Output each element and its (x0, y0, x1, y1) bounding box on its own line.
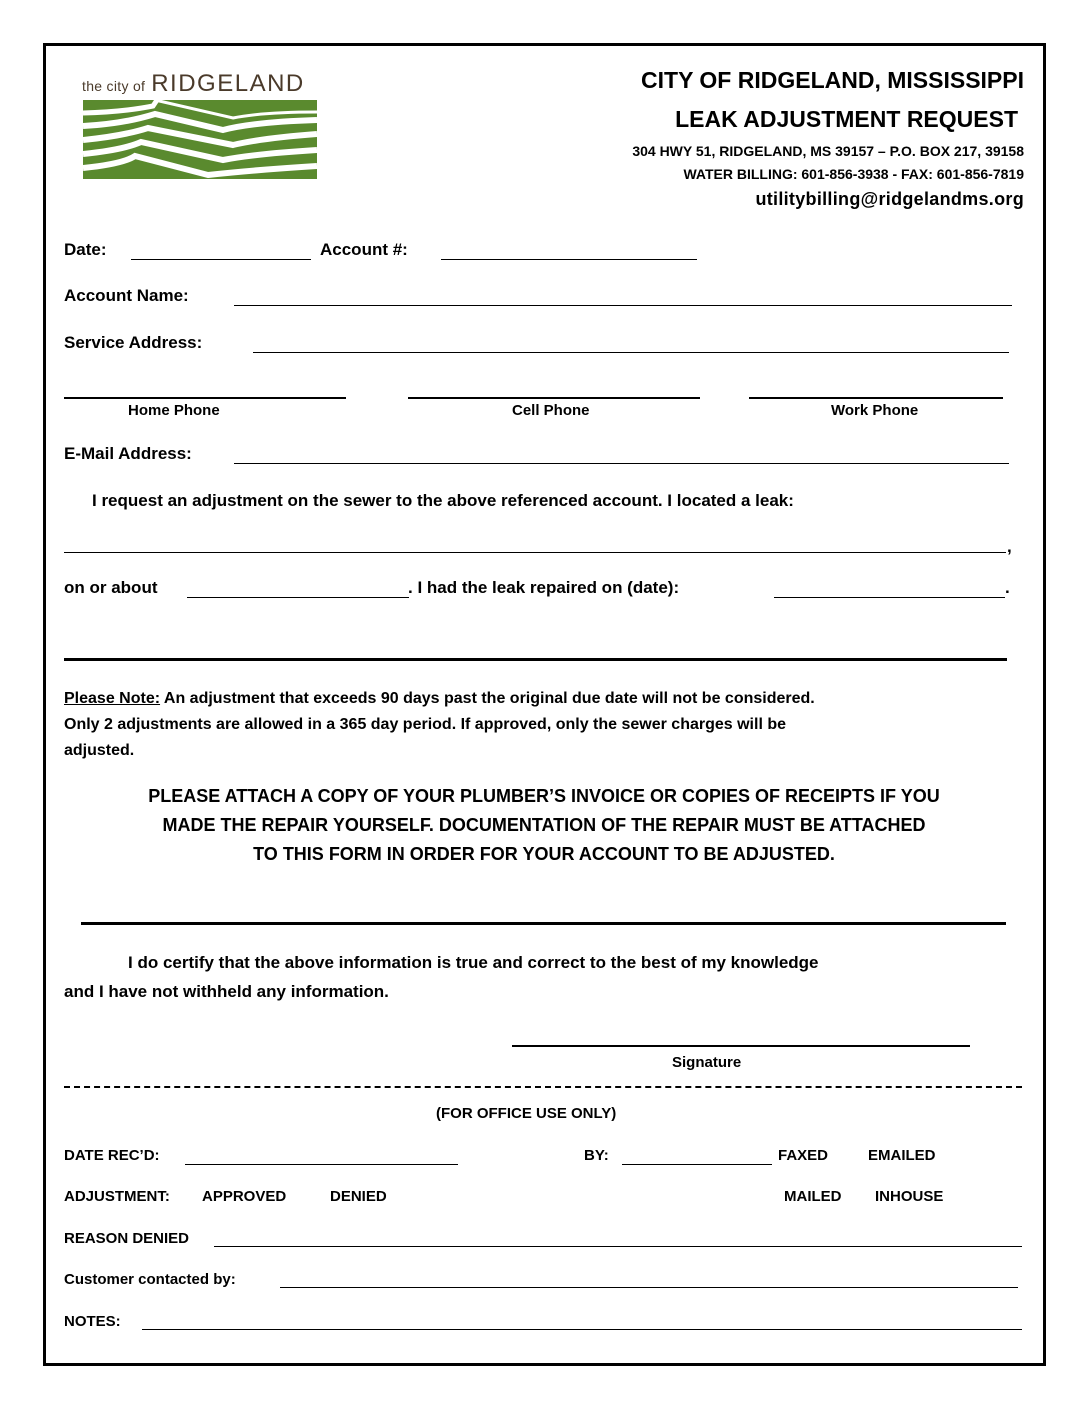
billing-email: utilitybilling@ridgelandms.org (755, 189, 1024, 209)
certify-line-2: and I have not withheld any information. (64, 982, 389, 1001)
leak-date-field[interactable] (187, 597, 409, 598)
ridgeland-logo-icon (83, 100, 317, 179)
service-address-field[interactable] (253, 352, 1009, 353)
city-address: 304 HWY 51, RIDGELAND, MS 39157 – P.O. BOX 217, 39158 (632, 143, 1024, 159)
by-field[interactable] (622, 1164, 772, 1165)
work-phone-field[interactable] (749, 397, 1003, 399)
repair-date-field[interactable] (774, 597, 1005, 598)
repaired-text: . I had the leak repaired on (date): (408, 578, 680, 597)
divider-1 (64, 658, 1007, 661)
account-name-field[interactable] (234, 305, 1012, 306)
logo-name: RIDGELAND (151, 70, 305, 97)
adjustment-label: ADJUSTMENT: (64, 1188, 170, 1205)
emailed-option[interactable]: EMAILED (868, 1147, 936, 1164)
divider-2 (81, 922, 1006, 925)
note-line-1 (64, 686, 815, 712)
date-recd-field[interactable] (185, 1164, 458, 1165)
period: . (1005, 578, 1010, 597)
certify-line-1: I do certify that the above information is true and correct to the best of my knowledge (128, 953, 819, 972)
customer-contacted-label: Customer contacted by: (64, 1271, 236, 1288)
comma: , (1007, 537, 1012, 556)
note-label: Please Note: (64, 690, 161, 707)
leak-location-field[interactable] (64, 552, 1006, 553)
denied-option[interactable]: DENIED (330, 1188, 387, 1205)
work-phone-label: Work Phone (831, 402, 919, 419)
signature-field[interactable] (512, 1045, 970, 1047)
cell-phone-label: Cell Phone (512, 402, 590, 419)
signature-label: Signature (672, 1054, 742, 1071)
request-text: I request an adjustment on the sewer to the above referenced account. I located a leak: (92, 491, 794, 510)
billing-phone-fax: WATER BILLING: 601-856-3938 - FAX: 601-856-7819 (683, 166, 1024, 182)
attach-line-2: MADE THE REPAIR YOURSELF. DOCUMENTATION OF THE REPAIR MUST BE ATTACHED (162, 815, 926, 835)
account-number-field[interactable] (441, 259, 697, 260)
note-line-2: Only 2 adjustments are allowed in a 365 day period. If approved, only the sewer charges will be (64, 716, 787, 733)
attach-line-1: PLEASE ATTACH A COPY OF YOUR PLUMBER’S INVOICE OR COPIES OF RECEIPTS IF YOU (148, 786, 940, 806)
on-or-about-label: on or about (64, 578, 158, 597)
date-field[interactable] (131, 259, 311, 260)
date-recd-label: DATE REC’D: (64, 1147, 160, 1164)
account-number-label: Account #: (320, 240, 408, 259)
approved-option[interactable]: APPROVED (202, 1188, 287, 1205)
date-label: Date: (64, 240, 107, 259)
customer-contacted-field[interactable] (280, 1287, 1018, 1288)
notes-label: NOTES: (64, 1313, 121, 1330)
home-phone-label: Home Phone (128, 402, 220, 419)
faxed-option[interactable]: FAXED (778, 1147, 829, 1164)
mailed-option[interactable]: MAILED (784, 1188, 842, 1205)
service-address-label: Service Address: (64, 333, 203, 352)
city-logo-text (82, 70, 305, 98)
email-label: E-Mail Address: (64, 444, 192, 463)
reason-denied-field[interactable] (214, 1246, 1022, 1247)
home-phone-field[interactable] (64, 397, 346, 399)
city-title: CITY OF RIDGELAND, MISSISSIPPI (641, 67, 1024, 93)
account-name-label: Account Name: (64, 286, 189, 305)
form-title: LEAK ADJUSTMENT REQUEST (675, 106, 1018, 132)
email-field[interactable] (234, 463, 1009, 464)
notes-field[interactable] (142, 1329, 1022, 1330)
cell-phone-field[interactable] (408, 397, 700, 399)
attach-line-3: TO THIS FORM IN ORDER FOR YOUR ACCOUNT TO BE ADJUSTED. (253, 844, 835, 864)
office-separator (64, 1086, 1022, 1088)
inhouse-option[interactable]: INHOUSE (875, 1188, 944, 1205)
note-text-1: An adjustment that exceeds 90 days past the original due date will not be considered. (160, 690, 815, 707)
logo-prefix: the city of (82, 78, 146, 94)
by-label: BY: (584, 1147, 609, 1164)
office-use-heading: (FOR OFFICE USE ONLY) (436, 1105, 617, 1122)
reason-denied-label: REASON DENIED (64, 1230, 190, 1247)
note-line-3: adjusted. (64, 742, 135, 759)
